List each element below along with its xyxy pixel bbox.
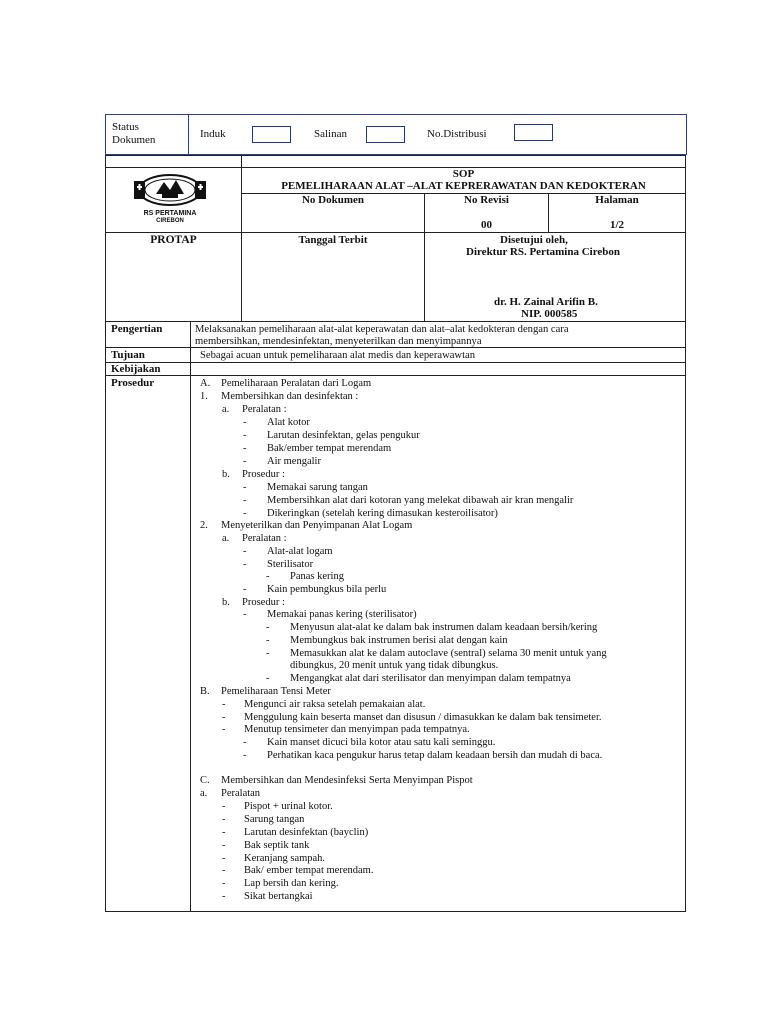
prosedur-item: Kain pembungkus bila perlu bbox=[267, 584, 387, 595]
prosedur-marker: - bbox=[266, 571, 270, 582]
prosedur-item: Sikat bertangkai bbox=[244, 891, 313, 902]
prosedur-item: Memasukkan alat ke dalam autoclave (sentral) selama 30 menit untuk yang bbox=[290, 648, 607, 659]
prosedur-item: Memakai sarung tangan bbox=[267, 482, 368, 493]
prosedur-item: Membersihkan dan desinfektan : bbox=[221, 391, 359, 402]
prosedur-marker: - bbox=[266, 648, 270, 659]
prosedur-marker: B. bbox=[200, 686, 210, 697]
prosedur-item: Mengangkat alat dari sterilisator dan menyimpan dalam tempatnya bbox=[290, 673, 571, 684]
prosedur-marker: 2. bbox=[200, 520, 208, 531]
prosedur-item: Larutan desinfektan, gelas pengukur bbox=[267, 430, 420, 441]
prosedur-marker: - bbox=[222, 853, 226, 864]
disetujui-label: Disetujui oleh, bbox=[500, 234, 568, 246]
prosedur-marker: - bbox=[243, 456, 247, 467]
prosedur-marker: 1. bbox=[200, 391, 208, 402]
no-revisi-value: 00 bbox=[481, 219, 492, 231]
signer-name: dr. H. Zainal Arifin B. bbox=[494, 296, 598, 308]
prosedur-marker: - bbox=[243, 750, 247, 761]
logo-text-line2: CIREBON bbox=[156, 218, 184, 224]
prosedur-item: Pemeliharaan Peralatan dari Logam bbox=[221, 378, 372, 389]
prosedur-marker: - bbox=[222, 801, 226, 812]
prosedur-marker: - bbox=[222, 865, 226, 876]
distribusi-label: No.Distribusi bbox=[427, 128, 487, 140]
signer-nip: NIP. 000585 bbox=[521, 308, 578, 320]
prosedur-item: Peralatan : bbox=[242, 533, 287, 544]
logo-text-line1: RS PERTAMINA bbox=[143, 210, 197, 217]
prosedur-item: Perhatikan kaca pengukur harus tetap dalam keadaan bersih dan mudah di baca. bbox=[267, 750, 603, 761]
prosedur-item: Bak/ ember tempat merendam. bbox=[244, 865, 374, 876]
prosedur-marker: - bbox=[266, 622, 270, 633]
halaman-value: 1/2 bbox=[609, 219, 625, 231]
prosedur-marker: - bbox=[266, 673, 270, 684]
prosedur-marker: a. bbox=[222, 404, 230, 415]
prosedur-marker: - bbox=[243, 417, 247, 428]
prosedur-item: Prosedur : bbox=[242, 597, 285, 608]
prosedur-item: Prosedur : bbox=[242, 469, 285, 480]
prosedur-marker: - bbox=[243, 584, 247, 595]
prosedur-marker: - bbox=[222, 827, 226, 838]
prosedur-item: Panas kering bbox=[290, 571, 344, 582]
prosedur-item: Menyusun alat-alat ke dalam bak instrumen dalam keadaan bersih/kering bbox=[290, 622, 598, 633]
prosedur-marker: - bbox=[243, 546, 247, 557]
prosedur-label: Prosedur bbox=[111, 377, 155, 389]
prosedur-item: Peralatan : bbox=[242, 404, 287, 415]
prosedur-marker: - bbox=[222, 840, 226, 851]
salinan-label: Salinan bbox=[314, 128, 347, 140]
pengertian-text-line2: membersihkan, mendesinfektan, menyeterilkan dan menyimpannya bbox=[195, 336, 482, 347]
prosedur-item: Membungkus bak instrumen berisi alat dengan kain bbox=[290, 635, 508, 646]
prosedur-item: Peralatan bbox=[221, 788, 261, 799]
prosedur-marker: C. bbox=[200, 775, 210, 786]
prosedur-item: Dikeringkan (setelah kering dimasukan kesteroilisator) bbox=[267, 508, 498, 519]
prosedur-item: Menggulung kain beserta manset dan disusun / dimasukkan ke dalam bak tensimeter. bbox=[244, 712, 602, 723]
prosedur-item: Keranjang sampah. bbox=[244, 853, 326, 864]
prosedur-marker: - bbox=[222, 712, 226, 723]
pengertian-text-line1: Melaksanakan pemeliharaan alat-alat keperawatan dan alat–alat kedokteran dengan cara bbox=[195, 324, 569, 335]
prosedur-marker: - bbox=[222, 814, 226, 825]
prosedur-item: Alat kotor bbox=[267, 417, 310, 428]
protap-label: PROTAP bbox=[150, 234, 197, 246]
prosedur-marker: - bbox=[243, 495, 247, 506]
prosedur-item: Membersihkan alat dari kotoran yang melekat dibawah air kran mengalir bbox=[267, 495, 574, 506]
prosedur-item: Bak/ember tempat merendam bbox=[267, 443, 392, 454]
prosedur-marker: - bbox=[222, 878, 226, 889]
tanggal-terbit-label: Tanggal Terbit bbox=[298, 234, 368, 246]
direktur-label: Direktur RS. Pertamina Cirebon bbox=[466, 246, 620, 258]
prosedur-item: Kain manset dicuci bila kotor atau satu kali seminggu. bbox=[267, 737, 496, 748]
no-dokumen-label: No Dokumen bbox=[301, 194, 365, 206]
prosedur-marker: - bbox=[266, 635, 270, 646]
pengertian-label: Pengertian bbox=[111, 323, 163, 335]
prosedur-marker: - bbox=[243, 482, 247, 493]
prosedur-item: dibungkus, 20 menit untuk yang tidak dibungkus. bbox=[290, 660, 499, 671]
prosedur-item: Larutan desinfektan (bayclin) bbox=[244, 827, 369, 838]
prosedur-item: Memakai panas kering (sterilisator) bbox=[267, 609, 417, 620]
prosedur-item: Mengunci air raksa setelah pemakaian alat. bbox=[244, 699, 426, 710]
tujuan-text: Sebagai acuan untuk pemeliharaan alat medis dan keperawawtan bbox=[200, 350, 476, 361]
prosedur-item: Alat-alat logam bbox=[267, 546, 333, 557]
prosedur-item: Air mengalir bbox=[267, 456, 321, 467]
prosedur-marker: - bbox=[222, 724, 226, 735]
prosedur-marker: - bbox=[243, 508, 247, 519]
prosedur-item: Pispot + urinal kotor. bbox=[244, 801, 333, 812]
prosedur-item: Pemeliharaan Tensi Meter bbox=[221, 686, 331, 697]
prosedur-item: Lap bersih dan kering. bbox=[244, 878, 339, 889]
prosedur-item: Sarung tangan bbox=[244, 814, 305, 825]
prosedur-marker: b. bbox=[222, 597, 230, 608]
prosedur-item: Sterilisator bbox=[267, 559, 314, 570]
prosedur-marker: A. bbox=[200, 378, 211, 389]
no-revisi-label: No Revisi bbox=[464, 194, 509, 206]
tujuan-label: Tujuan bbox=[111, 349, 145, 361]
prosedur-marker: a. bbox=[200, 788, 208, 799]
prosedur-marker: b. bbox=[222, 469, 230, 480]
prosedur-item: Menyeterilkan dan Penyimpanan Alat Logam bbox=[221, 520, 413, 531]
kebijakan-label: Kebijakan bbox=[111, 363, 161, 375]
prosedur-marker: - bbox=[222, 891, 226, 902]
prosedur-marker: - bbox=[222, 699, 226, 710]
prosedur-marker: - bbox=[243, 559, 247, 570]
prosedur-marker: - bbox=[243, 430, 247, 441]
prosedur-marker: a. bbox=[222, 533, 230, 544]
sop-title: PEMELIHARAAN ALAT –ALAT KEPRERAWATAN DAN KEDOKTERAN bbox=[281, 180, 646, 192]
halaman-label: Halaman bbox=[595, 194, 639, 206]
status-label: Status Dokumen bbox=[112, 121, 156, 146]
prosedur-item: Membersihkan dan Mendesinfeksi Serta Menyimpan Pispot bbox=[221, 775, 473, 786]
prosedur-marker: - bbox=[243, 443, 247, 454]
sop-label: SOP bbox=[452, 168, 475, 180]
induk-label: Induk bbox=[200, 128, 226, 140]
prosedur-item: Bak septik tank bbox=[244, 840, 310, 851]
prosedur-marker: - bbox=[243, 609, 247, 620]
prosedur-item: Menutup tensimeter dan menyimpan pada tempatnya. bbox=[244, 724, 470, 735]
prosedur-marker: - bbox=[243, 737, 247, 748]
